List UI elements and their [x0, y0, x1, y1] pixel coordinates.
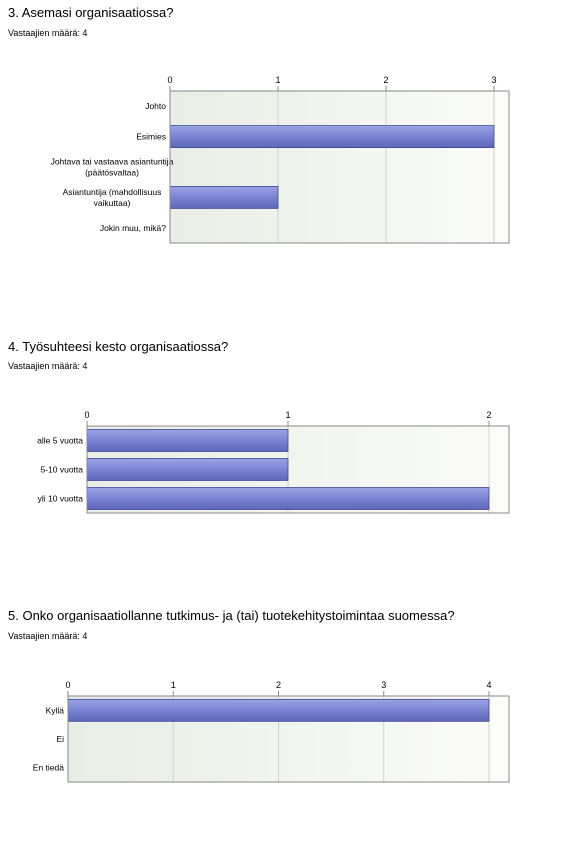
tick-label: 2 — [383, 75, 389, 85]
question-5-title: 5. Onko organisaatiollanne tutkimus- ja (tai) tuotekehitystoimintaa suomessa? — [8, 608, 455, 623]
question-3-title: 3. Asemasi organisaatiossa? — [8, 5, 174, 20]
tick-label: 2 — [486, 410, 492, 420]
tick-label: 0 — [65, 680, 71, 690]
question-5-respondent-count: Vastaajien määrä: 4 — [8, 631, 88, 641]
tick-label: 3 — [491, 75, 497, 85]
question-4-respondent-count: Vastaajien määrä: 4 — [8, 361, 88, 371]
category-label: Esimies — [136, 131, 166, 142]
category-label: yli 10 vuotta — [37, 493, 83, 504]
category-label: alle 5 vuotta — [37, 435, 83, 446]
category-label: (päätösvaltaa) — [85, 167, 139, 178]
category-label: Kyllä — [45, 705, 64, 716]
question-4-title: 4. Työsuhteesi kesto organisaatiossa? — [8, 339, 229, 354]
category-label: Ei — [56, 734, 64, 744]
category-label: Asiantuntija (mahdollisuus — [62, 186, 162, 197]
bar — [68, 699, 489, 721]
category-label: vaikuttaa) — [93, 197, 131, 208]
category-label: Johtava tai vastaava asiantuntija — [50, 156, 174, 167]
category-label: 5-10 vuotta — [40, 464, 83, 475]
tick-label: 1 — [170, 680, 176, 690]
tick-label: 3 — [381, 680, 387, 690]
category-label: Johto — [145, 101, 166, 112]
tick-label: 1 — [275, 75, 281, 85]
tick-label: 0 — [167, 75, 173, 85]
tick-label: 4 — [486, 680, 492, 690]
category-label: En tiedä — [32, 762, 64, 773]
tick-label: 2 — [275, 680, 282, 690]
tick-label: 1 — [285, 410, 291, 420]
category-label: Jokin muu, mikä? — [99, 222, 166, 233]
tick-label: 0 — [84, 410, 90, 420]
question-3-respondent-count: Vastaajien määrä: 4 — [8, 28, 88, 38]
